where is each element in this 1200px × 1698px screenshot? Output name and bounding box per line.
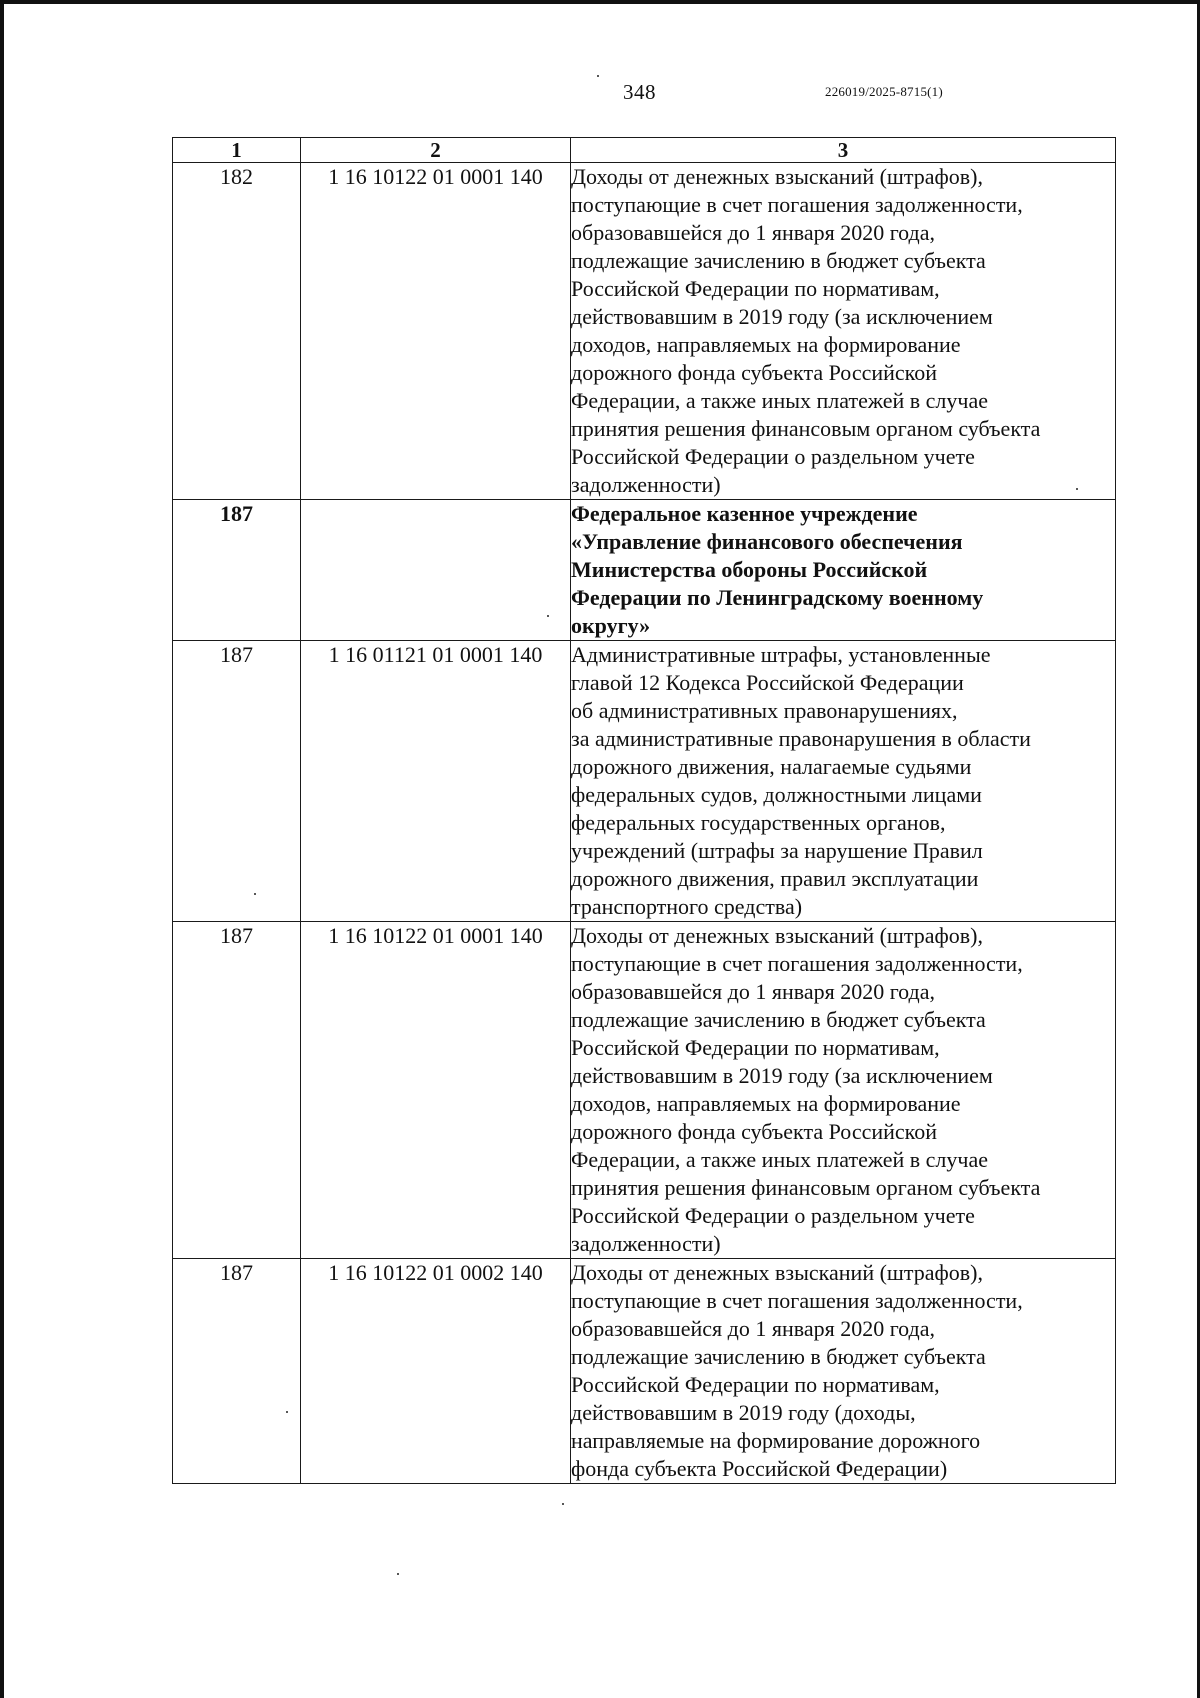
- page-number: 348: [623, 80, 656, 104]
- description-line: Российской Федерации по нормативам,: [571, 276, 940, 301]
- description-line: Российской Федерации о раздельном учете: [571, 1203, 975, 1228]
- description-line: за административные правонарушения в области: [571, 726, 1031, 751]
- description-line: действовавшим в 2019 году (доходы,: [571, 1400, 916, 1425]
- description-line: Федерации, а также иных платежей в случае: [571, 388, 989, 413]
- description-cell: [571, 500, 1116, 641]
- description-line: принятия решения финансовым органом субъекта: [571, 416, 1041, 441]
- description-line: фонда субъекта Российской Федерации): [571, 1456, 948, 1481]
- description-line: Доходы от денежных взысканий (штрафов),: [571, 164, 983, 189]
- description-line: задолженности): [571, 472, 721, 497]
- description-line: Федерации по Ленинградскому военному: [571, 585, 984, 610]
- description-line: доходов, направляемых на формирование: [571, 332, 961, 357]
- description-line: образовавшейся до 1 января 2020 года,: [571, 979, 935, 1004]
- description-line: Федерации, а также иных платежей в случае: [571, 1147, 989, 1172]
- description-cell: [571, 641, 1116, 922]
- description-line: дорожного фонда субъекта Российской: [571, 1119, 938, 1144]
- description-line: подлежащие зачислению в бюджет субъекта: [571, 248, 986, 273]
- description-line: поступающие в счет погашения задолженности,: [571, 951, 1023, 976]
- description-line: федеральных судов, должностными лицами: [571, 782, 982, 807]
- description-line: Российской Федерации по нормативам,: [571, 1372, 940, 1397]
- description-line: Федеральное казенное учреждение: [571, 501, 918, 526]
- table-row: [173, 1259, 1116, 1484]
- column-header-2: 2: [301, 138, 571, 163]
- scan-border-top: [0, 0, 1200, 4]
- description-line: направляемые на формирование дорожного: [571, 1428, 981, 1453]
- budget-classification-code-cell: [301, 500, 571, 641]
- revenue-classification-table: [172, 137, 1116, 1484]
- admin-code-cell: 187: [173, 922, 301, 1259]
- description-line: главой 12 Кодекса Российской Федерации: [571, 670, 964, 695]
- description-line: действовавшим в 2019 году (за исключением: [571, 304, 993, 329]
- budget-classification-code-cell: 1 16 01121 01 0001 140: [301, 641, 571, 922]
- description-line: об административных правонарушениях,: [571, 698, 958, 723]
- description-line: Российской Федерации по нормативам,: [571, 1035, 940, 1060]
- table-header-row: [173, 138, 1116, 163]
- description-cell: [571, 922, 1116, 1259]
- table-row: [173, 641, 1116, 922]
- admin-code-cell: 182: [173, 163, 301, 500]
- description-line: учреждений (штрафы за нарушение Правил: [571, 838, 983, 863]
- description-line: задолженности): [571, 1231, 721, 1256]
- description-line: транспортного средства): [571, 894, 803, 919]
- table-body: [173, 163, 1116, 1484]
- description-cell: [571, 163, 1116, 500]
- budget-classification-code-cell: 1 16 10122 01 0001 140: [301, 163, 571, 500]
- description-line: поступающие в счет погашения задолженности,: [571, 192, 1023, 217]
- description-line: Административные штрафы, установленные: [571, 642, 991, 667]
- table-row: [173, 500, 1116, 641]
- description-line: Российской Федерации о раздельном учете: [571, 444, 975, 469]
- column-header-3: 3: [571, 138, 1116, 163]
- description-line: «Управление финансового обеспечения: [571, 529, 963, 554]
- description-line: образовавшейся до 1 января 2020 года,: [571, 220, 935, 245]
- description-line: действовавшим в 2019 году (за исключением: [571, 1063, 993, 1088]
- scan-speck: [562, 1503, 564, 1505]
- description-line: подлежащие зачислению в бюджет субъекта: [571, 1344, 986, 1369]
- description-line: подлежащие зачислению в бюджет субъекта: [571, 1007, 986, 1032]
- admin-code-cell: 187: [173, 1259, 301, 1484]
- admin-code-cell: 187: [173, 500, 301, 641]
- description-line: образовавшейся до 1 января 2020 года,: [571, 1316, 935, 1341]
- description-line: поступающие в счет погашения задолженности,: [571, 1288, 1023, 1313]
- description-line: Министерства обороны Российской: [571, 557, 928, 582]
- scan-speck: [597, 75, 599, 77]
- admin-code-cell: 187: [173, 641, 301, 922]
- description-line: доходов, направляемых на формирование: [571, 1091, 961, 1116]
- scan-speck: [397, 1573, 399, 1575]
- document-id: 226019/2025-8715(1): [825, 84, 943, 99]
- budget-classification-code-cell: 1 16 10122 01 0001 140: [301, 922, 571, 1259]
- column-header-1: 1: [173, 138, 301, 163]
- scan-border-left: [0, 0, 4, 1698]
- description-line: дорожного фонда субъекта Российской: [571, 360, 938, 385]
- description-line: округу»: [571, 613, 651, 638]
- description-line: Доходы от денежных взысканий (штрафов),: [571, 1260, 983, 1285]
- table-row: [173, 163, 1116, 500]
- budget-classification-code-cell: 1 16 10122 01 0002 140: [301, 1259, 571, 1484]
- description-line: дорожного движения, налагаемые судьями: [571, 754, 972, 779]
- description-line: принятия решения финансовым органом субъекта: [571, 1175, 1041, 1200]
- description-line: Доходы от денежных взысканий (штрафов),: [571, 923, 983, 948]
- description-cell: [571, 1259, 1116, 1484]
- description-line: дорожного движения, правил эксплуатации: [571, 866, 979, 891]
- table-row: [173, 922, 1116, 1259]
- description-line: федеральных государственных органов,: [571, 810, 946, 835]
